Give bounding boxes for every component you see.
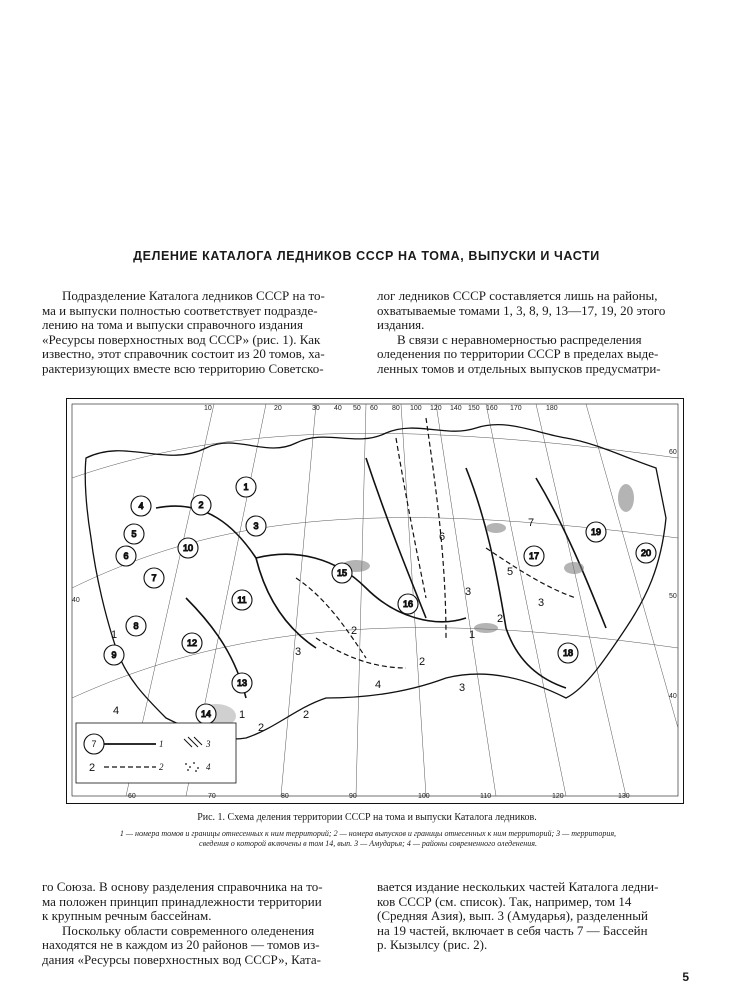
scale-label: 150 xyxy=(468,405,480,412)
scale-label: 70 xyxy=(208,793,216,800)
scale-label: 40 xyxy=(72,597,80,604)
scale-label: 130 xyxy=(618,793,630,800)
issue-number: 2 xyxy=(496,613,504,625)
scale-label: 120 xyxy=(430,405,442,412)
volume-number: 10 xyxy=(182,543,194,553)
legend-item: 4 xyxy=(206,762,211,772)
text-line: В связи с неравномерностью распределения xyxy=(397,331,642,347)
scale-label: 180 xyxy=(546,405,558,412)
text-line: р. Кызылсу (рис. 2). xyxy=(377,937,488,953)
volume-marker xyxy=(636,543,656,563)
scale-label: 100 xyxy=(410,405,422,412)
volume-marker xyxy=(524,546,544,566)
volume-marker xyxy=(246,516,266,536)
volume-number: 14 xyxy=(200,709,212,719)
volume-marker xyxy=(398,594,418,614)
volume-number: 5 xyxy=(131,529,137,539)
text-line: ма положен принцип принадлежности территории xyxy=(42,893,322,909)
legend-line: сведения о которой включены в том 14, вып. 3 — Амударья; 4 — районы современного оледенения. xyxy=(199,839,537,848)
text-line: лог ледников СССР составляется лишь на районы, xyxy=(377,288,658,303)
text-line: вается издание нескольких частей Каталога ледни- xyxy=(377,879,659,894)
text-line: известно, этот справочник состоит из 20 томов, ха- xyxy=(42,346,325,362)
volume-number: 1 xyxy=(243,482,249,492)
volume-marker xyxy=(232,590,252,610)
issue-number: 1 xyxy=(468,629,476,641)
legend-item: 2 xyxy=(159,762,164,772)
volume-number: 11 xyxy=(237,595,247,605)
text-line: Поскольку области современного оледенения xyxy=(62,922,315,938)
issue-number: 4 xyxy=(374,679,382,691)
volume-marker xyxy=(191,495,211,515)
figure-legend-text xyxy=(44,829,692,849)
issue-number: 5 xyxy=(506,566,514,578)
text-line: (Средняя Азия), вып. 3 (Амударья), разделенный xyxy=(377,908,648,924)
scale-label: 10 xyxy=(204,405,212,412)
issue-number: 3 xyxy=(464,586,472,598)
issue-number: 3 xyxy=(294,646,302,658)
legend-item: 1 xyxy=(159,739,164,749)
issue-number: 2 xyxy=(257,722,265,734)
volume-number: 7 xyxy=(151,573,157,583)
volume-number: 2 xyxy=(198,500,204,510)
volume-marker xyxy=(182,633,202,653)
legend-issue-sample: 2 xyxy=(88,762,96,774)
scale-label: 40 xyxy=(669,693,677,700)
volume-marker xyxy=(332,563,352,583)
volume-marker xyxy=(131,496,151,516)
scale-label: 60 xyxy=(128,793,136,800)
text-line: Подразделение Каталога ледников СССР на то- xyxy=(62,288,325,303)
top-text-column-1 xyxy=(42,289,357,377)
text-line: охватываемые томами 1, 3, 8, 9, 13—17, 19, 20 этого xyxy=(377,302,666,318)
ussr-volumes-map xyxy=(66,398,684,804)
legend-item: 3 xyxy=(206,739,211,749)
issue-number: 6 xyxy=(438,531,446,543)
scale-label: 60 xyxy=(669,449,677,456)
volume-number: 4 xyxy=(138,501,144,511)
top-text-column-2 xyxy=(377,289,689,377)
text-line: находятся не в каждом из 20 районов — томов из- xyxy=(42,937,320,953)
text-line: дания «Ресурсы поверхностных вод СССР», Ката- xyxy=(42,951,321,967)
issue-number: 2 xyxy=(350,625,358,637)
volume-marker xyxy=(144,568,164,588)
page-number: 5 xyxy=(682,970,689,984)
issue-number: 3 xyxy=(537,597,545,609)
bottom-text-column-1 xyxy=(42,880,362,968)
volume-number: 18 xyxy=(562,648,574,658)
issue-number: 4 xyxy=(112,705,120,717)
map-legend xyxy=(76,723,236,783)
issue-number: 1 xyxy=(110,629,118,641)
bottom-text-column-2 xyxy=(377,880,689,953)
volume-marker xyxy=(558,643,578,663)
volume-number: 3 xyxy=(253,521,259,531)
scale-label: 80 xyxy=(281,793,289,800)
volume-number: 20 xyxy=(640,548,652,558)
text-line: издания. xyxy=(377,317,425,333)
volume-number: 17 xyxy=(528,551,540,561)
issue-number: 7 xyxy=(527,517,535,529)
volume-marker xyxy=(124,524,144,544)
volume-marker xyxy=(586,522,606,542)
text-line: рактеризующих вместе всю территорию Советско- xyxy=(42,360,324,376)
page-title: ДЕЛЕНИЕ КАТАЛОГА ЛЕДНИКОВ СССР НА ТОМА, ВЫПУСКИ И ЧАСТИ xyxy=(133,249,600,263)
legend-line: 1 — номера томов и границы отнесенных к ним территорий; 2 — номера выпусков и границы отнесенных к ним территорий; 3 — территория, xyxy=(119,829,617,838)
volume-marker xyxy=(196,704,216,724)
text-line: го Союза. В основу разделения справочника на то- xyxy=(42,879,323,894)
volume-number: 8 xyxy=(133,621,139,631)
issue-number: 3 xyxy=(458,682,466,694)
volume-marker xyxy=(236,477,256,497)
volume-number: 9 xyxy=(111,650,117,660)
text-line: «Ресурсы поверхностных вод СССР» (рис. 1). Как xyxy=(42,331,321,347)
volume-number: 19 xyxy=(590,527,602,537)
volume-number: 13 xyxy=(236,678,248,688)
volume-number: 15 xyxy=(336,568,348,578)
text-line: ма и выпуски полностью соответствует подразде- xyxy=(42,302,318,318)
issue-number: 2 xyxy=(302,709,310,721)
volume-marker xyxy=(232,673,252,693)
scale-label: 50 xyxy=(669,593,677,600)
text-line: оледенения по территории СССР в пределах выде- xyxy=(377,346,659,362)
scale-label: 60 xyxy=(370,405,378,412)
text-line: на 19 частей, включает в себя часть 7 — Бассейн xyxy=(377,922,648,938)
volume-marker xyxy=(104,645,124,665)
volume-marker xyxy=(126,616,146,636)
volume-number: 12 xyxy=(186,638,198,648)
scale-label: 90 xyxy=(349,793,357,800)
scale-label: 170 xyxy=(510,405,522,412)
volume-number: 16 xyxy=(402,599,414,609)
scale-label: 80 xyxy=(392,405,400,412)
scale-label: 20 xyxy=(274,405,282,412)
text-line: к крупным речным бассейнам. xyxy=(42,908,212,924)
text-line: лению на тома и выпуски справочного издания xyxy=(42,317,303,333)
scale-label: 50 xyxy=(353,405,361,412)
map-svg xyxy=(66,398,684,804)
scale-label: 140 xyxy=(450,405,462,412)
issue-number: 1 xyxy=(238,709,246,721)
text-line: ков СССР (см. список). Так, например, том 14 xyxy=(377,893,632,909)
text-line: ленных томов и отдельных выпусков предусматри- xyxy=(377,360,661,376)
scale-label: 100 xyxy=(418,793,430,800)
scale-label: 30 xyxy=(312,405,320,412)
issue-number: 2 xyxy=(418,656,426,668)
volume-marker xyxy=(116,546,136,566)
figure-caption: Рис. 1. Схема деления территории СССР на тома и выпуски Каталога ледников. xyxy=(197,812,537,823)
volume-number: 6 xyxy=(123,551,129,561)
scale-label: 160 xyxy=(486,405,498,412)
scale-label: 110 xyxy=(480,793,492,800)
legend-volume-sample: 7 xyxy=(91,739,97,749)
volume-marker xyxy=(178,538,198,558)
scale-label: 120 xyxy=(552,793,564,800)
scale-label: 40 xyxy=(334,405,342,412)
